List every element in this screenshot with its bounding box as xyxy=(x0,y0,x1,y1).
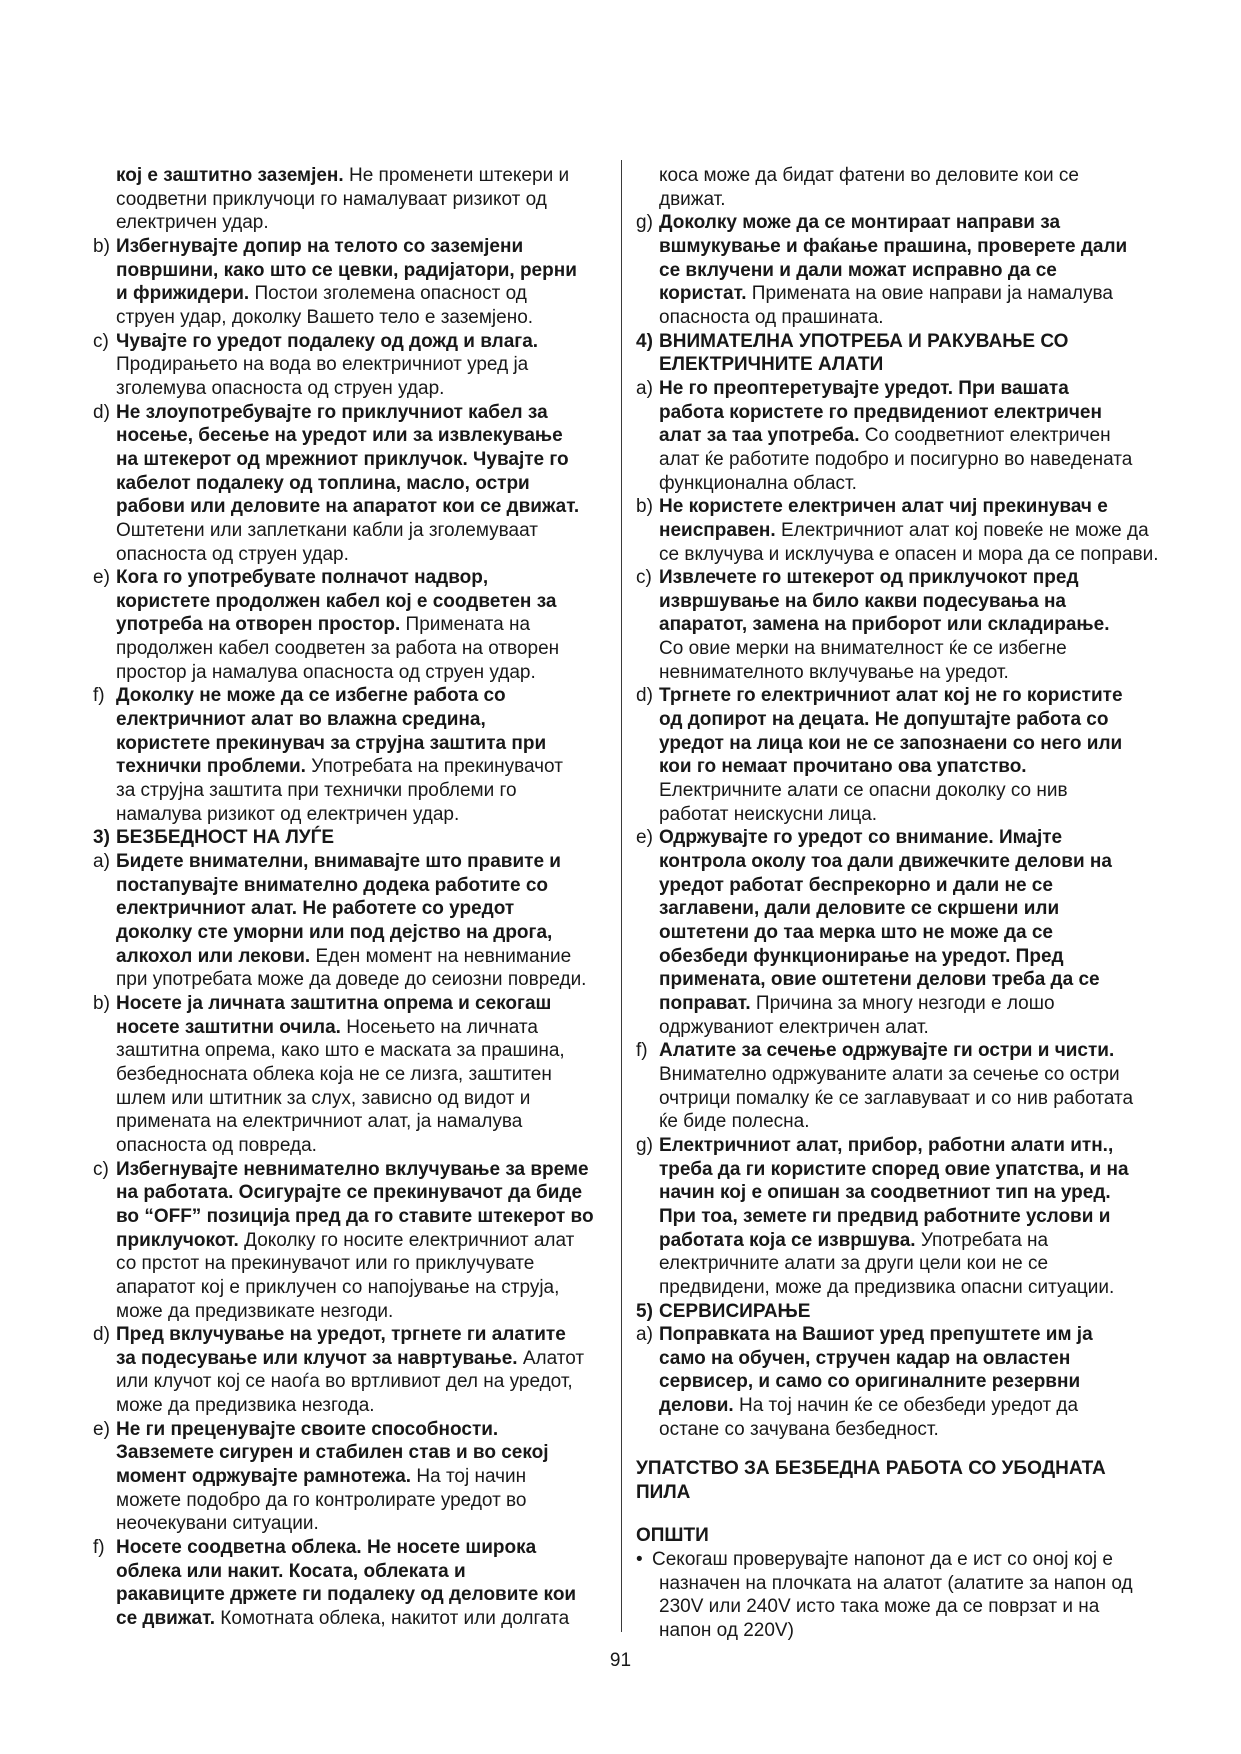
emphasized-text: доколку сте уморни или под дејство на дрога, xyxy=(116,922,553,943)
text-line xyxy=(93,543,615,567)
text-line xyxy=(93,1489,615,1513)
item-label: f) xyxy=(93,685,105,707)
list-item-line xyxy=(93,850,615,874)
list-item-line xyxy=(93,992,615,1016)
emphasized-text: Не го преоптеретувајте уредот. При вашата xyxy=(659,377,1069,399)
text-line xyxy=(636,708,1176,732)
text-line xyxy=(93,732,615,756)
text-line xyxy=(636,1158,1176,1182)
text-line xyxy=(636,992,1176,1016)
body-text: коса може да бидат фатени во деловите кои се xyxy=(659,165,1079,186)
body-text: напон од 220V) xyxy=(659,1619,794,1641)
text-line xyxy=(93,779,615,803)
body-text: за струјна заштита при технички проблеми го xyxy=(116,780,517,802)
list-item-line xyxy=(636,684,1176,708)
body-text: Доколку го носите електричниот алат xyxy=(238,1229,575,1251)
text-line xyxy=(636,850,1176,874)
emphasized-text: уредот на лица кои не се запознаени со него или xyxy=(659,732,1123,754)
text-line xyxy=(93,661,615,685)
emphasized-text: Доколку не може да се избегне работа со xyxy=(116,685,506,707)
text-line xyxy=(93,164,615,188)
text-line xyxy=(636,1181,1176,1205)
emphasized-text: момент одржувајте рамнотежа. xyxy=(116,1466,412,1488)
text-line xyxy=(636,235,1176,259)
text-line xyxy=(636,1276,1176,1300)
text-line xyxy=(636,1205,1176,1229)
text-line xyxy=(93,188,615,212)
text-line xyxy=(93,1252,615,1276)
list-item-line xyxy=(93,1418,615,1442)
body-text: ќе биде полесна. xyxy=(659,1111,810,1133)
text-line xyxy=(93,708,615,732)
text-line xyxy=(636,968,1176,992)
text-line xyxy=(636,1063,1176,1087)
body-text: Електричните алати се опасни доколку со нив xyxy=(659,780,1068,802)
emphasized-text: облека или накит. Косата, облеката и xyxy=(116,1560,466,1582)
list-item-line xyxy=(93,1536,615,1560)
text-line xyxy=(93,1512,615,1536)
body-text: Употребата на xyxy=(915,1229,1049,1251)
emphasized-text: вшмукување и фаќање прашина, проверете дали xyxy=(659,235,1128,257)
item-label: e) xyxy=(93,1418,110,1440)
body-text: може да предизвика незгода. xyxy=(116,1395,375,1417)
body-text: заштитна опрема, како што е маската за прашина, xyxy=(116,1040,565,1062)
emphasized-text: оштетени до таа мерка што не може да се xyxy=(659,922,1053,943)
emphasized-text: се движат. xyxy=(116,1608,216,1630)
text-line xyxy=(93,1394,615,1418)
emphasized-text: контрола околу тоа дали движечките делови на xyxy=(659,851,1112,873)
text-line xyxy=(636,613,1176,637)
body-text: Електричниот алат кој повеќе не може да xyxy=(775,519,1149,541)
text-line xyxy=(93,1181,615,1205)
emphasized-text: користете прекинувач за струјна заштита при xyxy=(116,732,547,754)
emphasized-text: Електричниот алат, прибор, работни алати итн., xyxy=(659,1134,1114,1156)
text-line xyxy=(636,803,1176,827)
text-line xyxy=(93,1583,615,1607)
emphasized-text: обезбеди функционирање на уредот. Пред xyxy=(659,945,1064,967)
item-label: d) xyxy=(93,1324,110,1346)
text-line xyxy=(93,1276,615,1300)
emphasized-text: Поправката на Вашиот уред препуштете им ја xyxy=(659,1324,1093,1346)
text-line xyxy=(93,353,615,377)
text-line xyxy=(93,897,615,921)
body-text: неочекувани ситуации. xyxy=(116,1513,319,1535)
emphasized-text: Избегнувајте допир на телото со заземјени xyxy=(116,235,524,257)
body-text: со прстот на прекинувачот или го приклучувате xyxy=(116,1253,535,1275)
emphasized-text: технички проблеми. xyxy=(116,756,306,778)
text-line xyxy=(93,1441,615,1465)
text-line xyxy=(636,590,1176,614)
item-label: b) xyxy=(636,496,653,518)
text-line xyxy=(93,1300,615,1324)
right-column xyxy=(636,164,1176,1643)
body-text: зголемува опасноста од струен удар. xyxy=(116,377,445,399)
emphasized-text: заглавени, дали деловите се скршени или xyxy=(659,898,1060,920)
list-item-line xyxy=(636,1323,1176,1347)
emphasized-text: постапувајте внимателно додека работите со xyxy=(116,874,548,896)
item-label: a) xyxy=(636,377,653,399)
emphasized-text: ПИЛА xyxy=(636,1481,691,1503)
body-text: одржуваниот електричен алат. xyxy=(659,1016,929,1038)
section-heading-line xyxy=(636,1300,1176,1324)
body-text: може да предизвикате незгоди. xyxy=(116,1300,394,1322)
subheading-line xyxy=(636,1524,1176,1548)
emphasized-text: ВНИМАТЕЛНА УПОТРЕБА И РАКУВАЊЕ СО xyxy=(659,330,1069,352)
text-line xyxy=(93,803,615,827)
text-line xyxy=(93,1039,615,1063)
emphasized-text: поправат. xyxy=(659,992,751,1014)
emphasized-text: на штекерот од мрежниот приклучок. Чувајте го xyxy=(116,448,569,470)
text-line xyxy=(93,1016,615,1040)
emphasized-text: начин кој е опишан за соодветниот тип на уред. xyxy=(659,1182,1111,1204)
emphasized-text: извршување на било какви подесувања на xyxy=(659,590,1066,612)
body-text: можете подобро да го контролирате уредот во xyxy=(116,1489,527,1511)
emphasized-text: Носете ја личната заштитна опрема и секогаш xyxy=(116,992,552,1014)
text-line xyxy=(636,779,1176,803)
body-text: Примената на xyxy=(400,614,531,636)
text-line xyxy=(636,282,1176,306)
text-line xyxy=(93,1110,615,1134)
emphasized-text: Носете соодветна облека. Не носете широка xyxy=(116,1537,537,1559)
text-line xyxy=(636,661,1176,685)
text-line xyxy=(636,353,1176,377)
body-text: шлем или штитник за слух, зависно од видот и xyxy=(116,1087,531,1109)
body-text: Еден момент на невнимание xyxy=(310,945,572,967)
text-line xyxy=(93,424,615,448)
body-text: предвидени, може да предизвика опасни ситуации. xyxy=(659,1276,1115,1298)
emphasized-text: Алатите за сечење одржувајте ги остри и чисти. xyxy=(659,1040,1115,1062)
emphasized-text: ЕЛЕКТРИЧНИТЕ АЛАТИ xyxy=(659,354,884,376)
item-label: g) xyxy=(636,212,653,234)
body-text: невнимателното вклучување на уредот. xyxy=(659,661,1009,683)
list-item-line xyxy=(636,211,1176,235)
text-line xyxy=(93,945,615,969)
body-text: безбедносната облека која не се лизга, заштитен xyxy=(116,1063,552,1085)
bullet-item-line xyxy=(636,1548,1176,1572)
list-item-line xyxy=(93,566,615,590)
text-line xyxy=(93,519,615,543)
emphasized-text: примената, овие оштетени делови треба да се xyxy=(659,969,1100,991)
text-line xyxy=(93,755,615,779)
document-title-line xyxy=(636,1457,1176,1481)
emphasized-text: Не злоупотребувајте го приклучниот кабел за xyxy=(116,401,548,423)
emphasized-text: УПАТСТВО ЗА БЕЗБЕДНА РАБОТА СО УБОДНАТА xyxy=(636,1458,1106,1480)
text-line xyxy=(636,543,1176,567)
body-text: Постои зголемена опасност од xyxy=(249,283,527,305)
emphasized-text: работата која се извршува. xyxy=(659,1229,916,1251)
text-line xyxy=(636,945,1176,969)
emphasized-text: електричниот алат. Не работете со уредот xyxy=(116,898,515,920)
emphasized-text: и фрижидери. xyxy=(116,283,250,305)
text-line xyxy=(93,259,615,283)
text-line xyxy=(636,1087,1176,1111)
section-heading-line xyxy=(636,330,1176,354)
text-line xyxy=(636,732,1176,756)
body-text: работат неискусни лица. xyxy=(659,803,878,825)
list-item-line xyxy=(93,1158,615,1182)
text-line xyxy=(93,448,615,472)
text-line xyxy=(93,1205,615,1229)
emphasized-text: работа користете го предвидениот електричен xyxy=(659,401,1102,423)
text-line xyxy=(636,401,1176,425)
text-line xyxy=(636,755,1176,779)
body-text: соодветни приклучоци го намалуваат ризикот од xyxy=(116,188,547,210)
body-text: опасноста од струен удар. xyxy=(116,543,349,565)
emphasized-text: Не ги преценувајте своите способности. xyxy=(116,1418,499,1440)
item-label: b) xyxy=(93,992,110,1014)
text-line xyxy=(93,1347,615,1371)
list-item-line xyxy=(93,1323,615,1347)
body-text: електричен удар. xyxy=(116,212,269,234)
text-line xyxy=(636,921,1176,945)
emphasized-text: површини, како што се цевки, радијатори, рерни xyxy=(116,259,577,281)
text-line xyxy=(93,472,615,496)
body-text: примената на електричниот алат, ја намалува xyxy=(116,1111,523,1133)
body-text: На тој начин ќе се обезбеди уредот да xyxy=(733,1395,1079,1417)
text-line xyxy=(636,1418,1176,1442)
item-label: e) xyxy=(636,827,653,849)
text-line xyxy=(636,1619,1176,1643)
item-label: g) xyxy=(636,1134,653,1156)
item-label: c) xyxy=(636,567,652,589)
body-text: се вклучува и исклучува е опасен и мора да се поправи. xyxy=(659,543,1159,565)
text-line xyxy=(636,1370,1176,1394)
emphasized-text: БЕЗБЕДНОСТ НА ЛУЃЕ xyxy=(116,827,335,849)
item-label: d) xyxy=(636,685,653,707)
emphasized-text: Не користете електричен алат чиј прекинувач е xyxy=(659,496,1108,518)
list-item-line xyxy=(93,401,615,425)
body-text: електричните алати за други цели кои не се xyxy=(659,1253,1049,1275)
text-line xyxy=(93,495,615,519)
emphasized-text: уредот работат беспрекорно и дали не се xyxy=(659,874,1053,896)
list-item-line xyxy=(636,377,1176,401)
list-item-line xyxy=(636,826,1176,850)
emphasized-text: алат за таа употреба. xyxy=(659,425,860,447)
text-line xyxy=(93,1229,615,1253)
text-line xyxy=(93,211,615,235)
text-line xyxy=(93,968,615,992)
body-text: назначен на плочката на алатот (алатите за напон од xyxy=(659,1572,1133,1594)
emphasized-text: се вклучени и дали можат исправно да се xyxy=(659,259,1057,281)
emphasized-text: кабелот подалеку од топлина, масло, остри xyxy=(116,472,530,494)
emphasized-text: рабови или деловите на апаратот кои се движат. xyxy=(116,496,580,518)
item-label: d) xyxy=(93,401,110,423)
text-line xyxy=(636,519,1176,543)
emphasized-text: Завземете сигурен и стабилен став и во секој xyxy=(116,1442,549,1464)
emphasized-text: делови. xyxy=(659,1395,734,1417)
text-line xyxy=(93,1370,615,1394)
body-text: Алатот xyxy=(517,1347,585,1369)
emphasized-text: Избегнувајте невнимателно вклучување за време xyxy=(116,1158,589,1180)
body-text: при употребата може да доведе до сеиозни повреди. xyxy=(116,969,587,991)
column-divider xyxy=(621,160,622,1632)
emphasized-text: Доколку може да се монтираат направи за xyxy=(659,212,1061,234)
document-title-line xyxy=(636,1481,1176,1505)
text-line xyxy=(636,472,1176,496)
page-number: 91 xyxy=(609,1650,632,1671)
text-line xyxy=(636,1394,1176,1418)
body-text: простор ја намалува опасноста од струен удар. xyxy=(116,661,536,683)
emphasized-text: кои го немаат прочитано ова упатство. xyxy=(659,756,1027,778)
text-line xyxy=(93,1087,615,1111)
text-line xyxy=(93,282,615,306)
emphasized-text: неисправен. xyxy=(659,519,776,541)
bullet-marker: • xyxy=(636,1549,643,1570)
body-text: опасноста од прашината. xyxy=(659,306,884,328)
text-line xyxy=(93,1063,615,1087)
text-line xyxy=(636,1252,1176,1276)
emphasized-text: носење, бесење на уредот или за извлекување xyxy=(116,425,563,447)
text-line xyxy=(636,1229,1176,1253)
body-text: Носењето на личната xyxy=(340,1016,538,1038)
body-text: Причина за многу незгоди е лошо xyxy=(750,992,1055,1014)
text-line xyxy=(636,897,1176,921)
emphasized-text: во “OFF” позиција пред да го ставите штекерот во xyxy=(116,1205,594,1227)
body-text: движат. xyxy=(659,188,726,210)
body-text: или клучот кој се наоѓа во вртливиот дел на уредот, xyxy=(116,1371,573,1393)
emphasized-text: на работата. Осигурајте се прекинувачот да биде xyxy=(116,1182,583,1204)
body-text: остане со зачувана безбедност. xyxy=(659,1418,939,1440)
emphasized-text: Кога го употребувате полначот надвор, xyxy=(116,567,489,589)
body-text: алат ќе работите подобро и посигурно во наведената xyxy=(659,448,1133,470)
emphasized-text: приклучокот. xyxy=(116,1229,239,1251)
text-line xyxy=(636,188,1176,212)
list-item-line xyxy=(93,330,615,354)
list-item-line xyxy=(636,1134,1176,1158)
item-label: f) xyxy=(636,1040,648,1062)
body-text: Примената на овие направи ја намалува xyxy=(746,283,1113,305)
section-number: 5) xyxy=(636,1300,653,1322)
body-text: Внимателно одржуваните алати за сечење со остри xyxy=(659,1063,1120,1085)
emphasized-text: само на обучен, стручен кадар на овластен xyxy=(659,1347,1071,1369)
text-line xyxy=(93,377,615,401)
body-text: апаратот кој е приклучен со напојување на струја, xyxy=(116,1276,560,1298)
list-item-line xyxy=(636,1039,1176,1063)
emphasized-text: од допирот на децата. Не допуштајте работа со xyxy=(659,709,1109,731)
emphasized-text: Пред вклучување на уредот, тргнете ги алатите xyxy=(116,1324,566,1346)
emphasized-text: користат. xyxy=(659,283,747,305)
section-number: 3) xyxy=(93,827,110,849)
item-label: c) xyxy=(93,1158,109,1180)
emphasized-text: носете заштитни очила. xyxy=(116,1016,341,1038)
text-line xyxy=(93,590,615,614)
body-text: Секогаш проверувајте напонот да е ист со оној кој е xyxy=(652,1549,1113,1570)
text-line xyxy=(93,1607,615,1631)
emphasized-text: Чувајте го уредот подалеку од дожд и влага. xyxy=(116,330,539,352)
emphasized-text: електричниот алат во влажна средина, xyxy=(116,709,486,731)
body-text: Оштетени или заплеткани кабли ја зголемуваат xyxy=(116,519,538,541)
body-text: Со овие мерки на внимателност ќе се избегне xyxy=(659,638,1067,660)
emphasized-text: користете продолжен кабел кој е соодветен за xyxy=(116,590,557,612)
body-text: продолжен кабел соодветен за работа на отворен xyxy=(116,638,560,660)
text-line xyxy=(636,1595,1176,1619)
emphasized-text: апаратот, замена на приборот или складирање. xyxy=(659,614,1110,636)
emphasized-text: употреба на отворен простор. xyxy=(116,614,401,636)
text-line xyxy=(636,424,1176,448)
text-line xyxy=(93,637,615,661)
body-text: струен удар, доколку Вашето тело е заземјено. xyxy=(116,306,534,328)
list-item-line xyxy=(636,495,1176,519)
text-line xyxy=(93,1560,615,1584)
emphasized-text: ОПШТИ xyxy=(636,1525,709,1547)
list-item-line xyxy=(636,566,1176,590)
item-label: e) xyxy=(93,567,110,589)
text-line xyxy=(636,1110,1176,1134)
emphasized-text: Извлечете го штекерот од приклучокот пред xyxy=(659,567,1079,589)
body-text: На тој начин xyxy=(411,1466,527,1488)
emphasized-text: кој е заштитно заземјен. xyxy=(116,165,344,186)
body-text: очтрици помалку ќе се заглавуваат и со нив работата xyxy=(659,1087,1134,1109)
body-text: намалува ризикот од електричен удар. xyxy=(116,803,460,825)
section-number: 4) xyxy=(636,330,653,352)
emphasized-text: ракавиците држете ги подалеку од деловите кои xyxy=(116,1584,577,1606)
emphasized-text: за подесување или клучот за навртување. xyxy=(116,1347,518,1369)
text-line xyxy=(93,921,615,945)
body-text: Продирањето на вода во електричниот уред ја xyxy=(116,354,529,376)
emphasized-text: алкохол или лекови. xyxy=(116,945,311,967)
text-line xyxy=(636,448,1176,472)
item-label: a) xyxy=(636,1324,653,1346)
body-text: Со соодветниот електричен xyxy=(859,425,1111,447)
list-item-line xyxy=(93,235,615,259)
text-line xyxy=(636,164,1176,188)
text-line xyxy=(636,259,1176,283)
item-label: c) xyxy=(93,330,109,352)
emphasized-text: Одржувајте го уредот со внимание. Имајте xyxy=(659,827,1063,849)
emphasized-text: При тоа, земете ги предвид работните услови и xyxy=(659,1205,1111,1227)
body-text: Не променети штекери и xyxy=(343,165,570,186)
text-line xyxy=(93,306,615,330)
text-line xyxy=(636,637,1176,661)
item-label: f) xyxy=(93,1537,105,1559)
emphasized-text: Бидете внимателни, внимавајте што правите и xyxy=(116,851,561,873)
list-item-line xyxy=(93,684,615,708)
text-line xyxy=(636,306,1176,330)
text-line xyxy=(93,1465,615,1489)
body-text: 230V или 240V исто така може да се поврзат и на xyxy=(659,1596,1100,1618)
emphasized-text: Тргнете го електричниот алат кој не го користите xyxy=(659,685,1123,707)
emphasized-text: сервисер, и само со оригиналните резервни xyxy=(659,1371,1081,1393)
body-text: функционална област. xyxy=(659,472,857,494)
item-label: a) xyxy=(93,851,110,873)
text-line xyxy=(636,1016,1176,1040)
text-line xyxy=(636,1347,1176,1371)
text-line xyxy=(636,874,1176,898)
item-label: b) xyxy=(93,235,110,257)
emphasized-text: СЕРВИСИРАЊЕ xyxy=(659,1300,811,1322)
text-line xyxy=(636,1572,1176,1596)
body-text: опасноста од повреда. xyxy=(116,1134,317,1156)
section-heading-line xyxy=(93,826,615,850)
body-text: Употребата на прекинувачот xyxy=(305,756,563,778)
text-line xyxy=(93,874,615,898)
emphasized-text: треба да ги користите според овие упатства, и на xyxy=(659,1158,1129,1180)
text-line xyxy=(93,1134,615,1158)
body-text: Комотната облека, накитот или долгата xyxy=(215,1608,570,1630)
text-line xyxy=(93,613,615,637)
left-column xyxy=(93,164,615,1631)
